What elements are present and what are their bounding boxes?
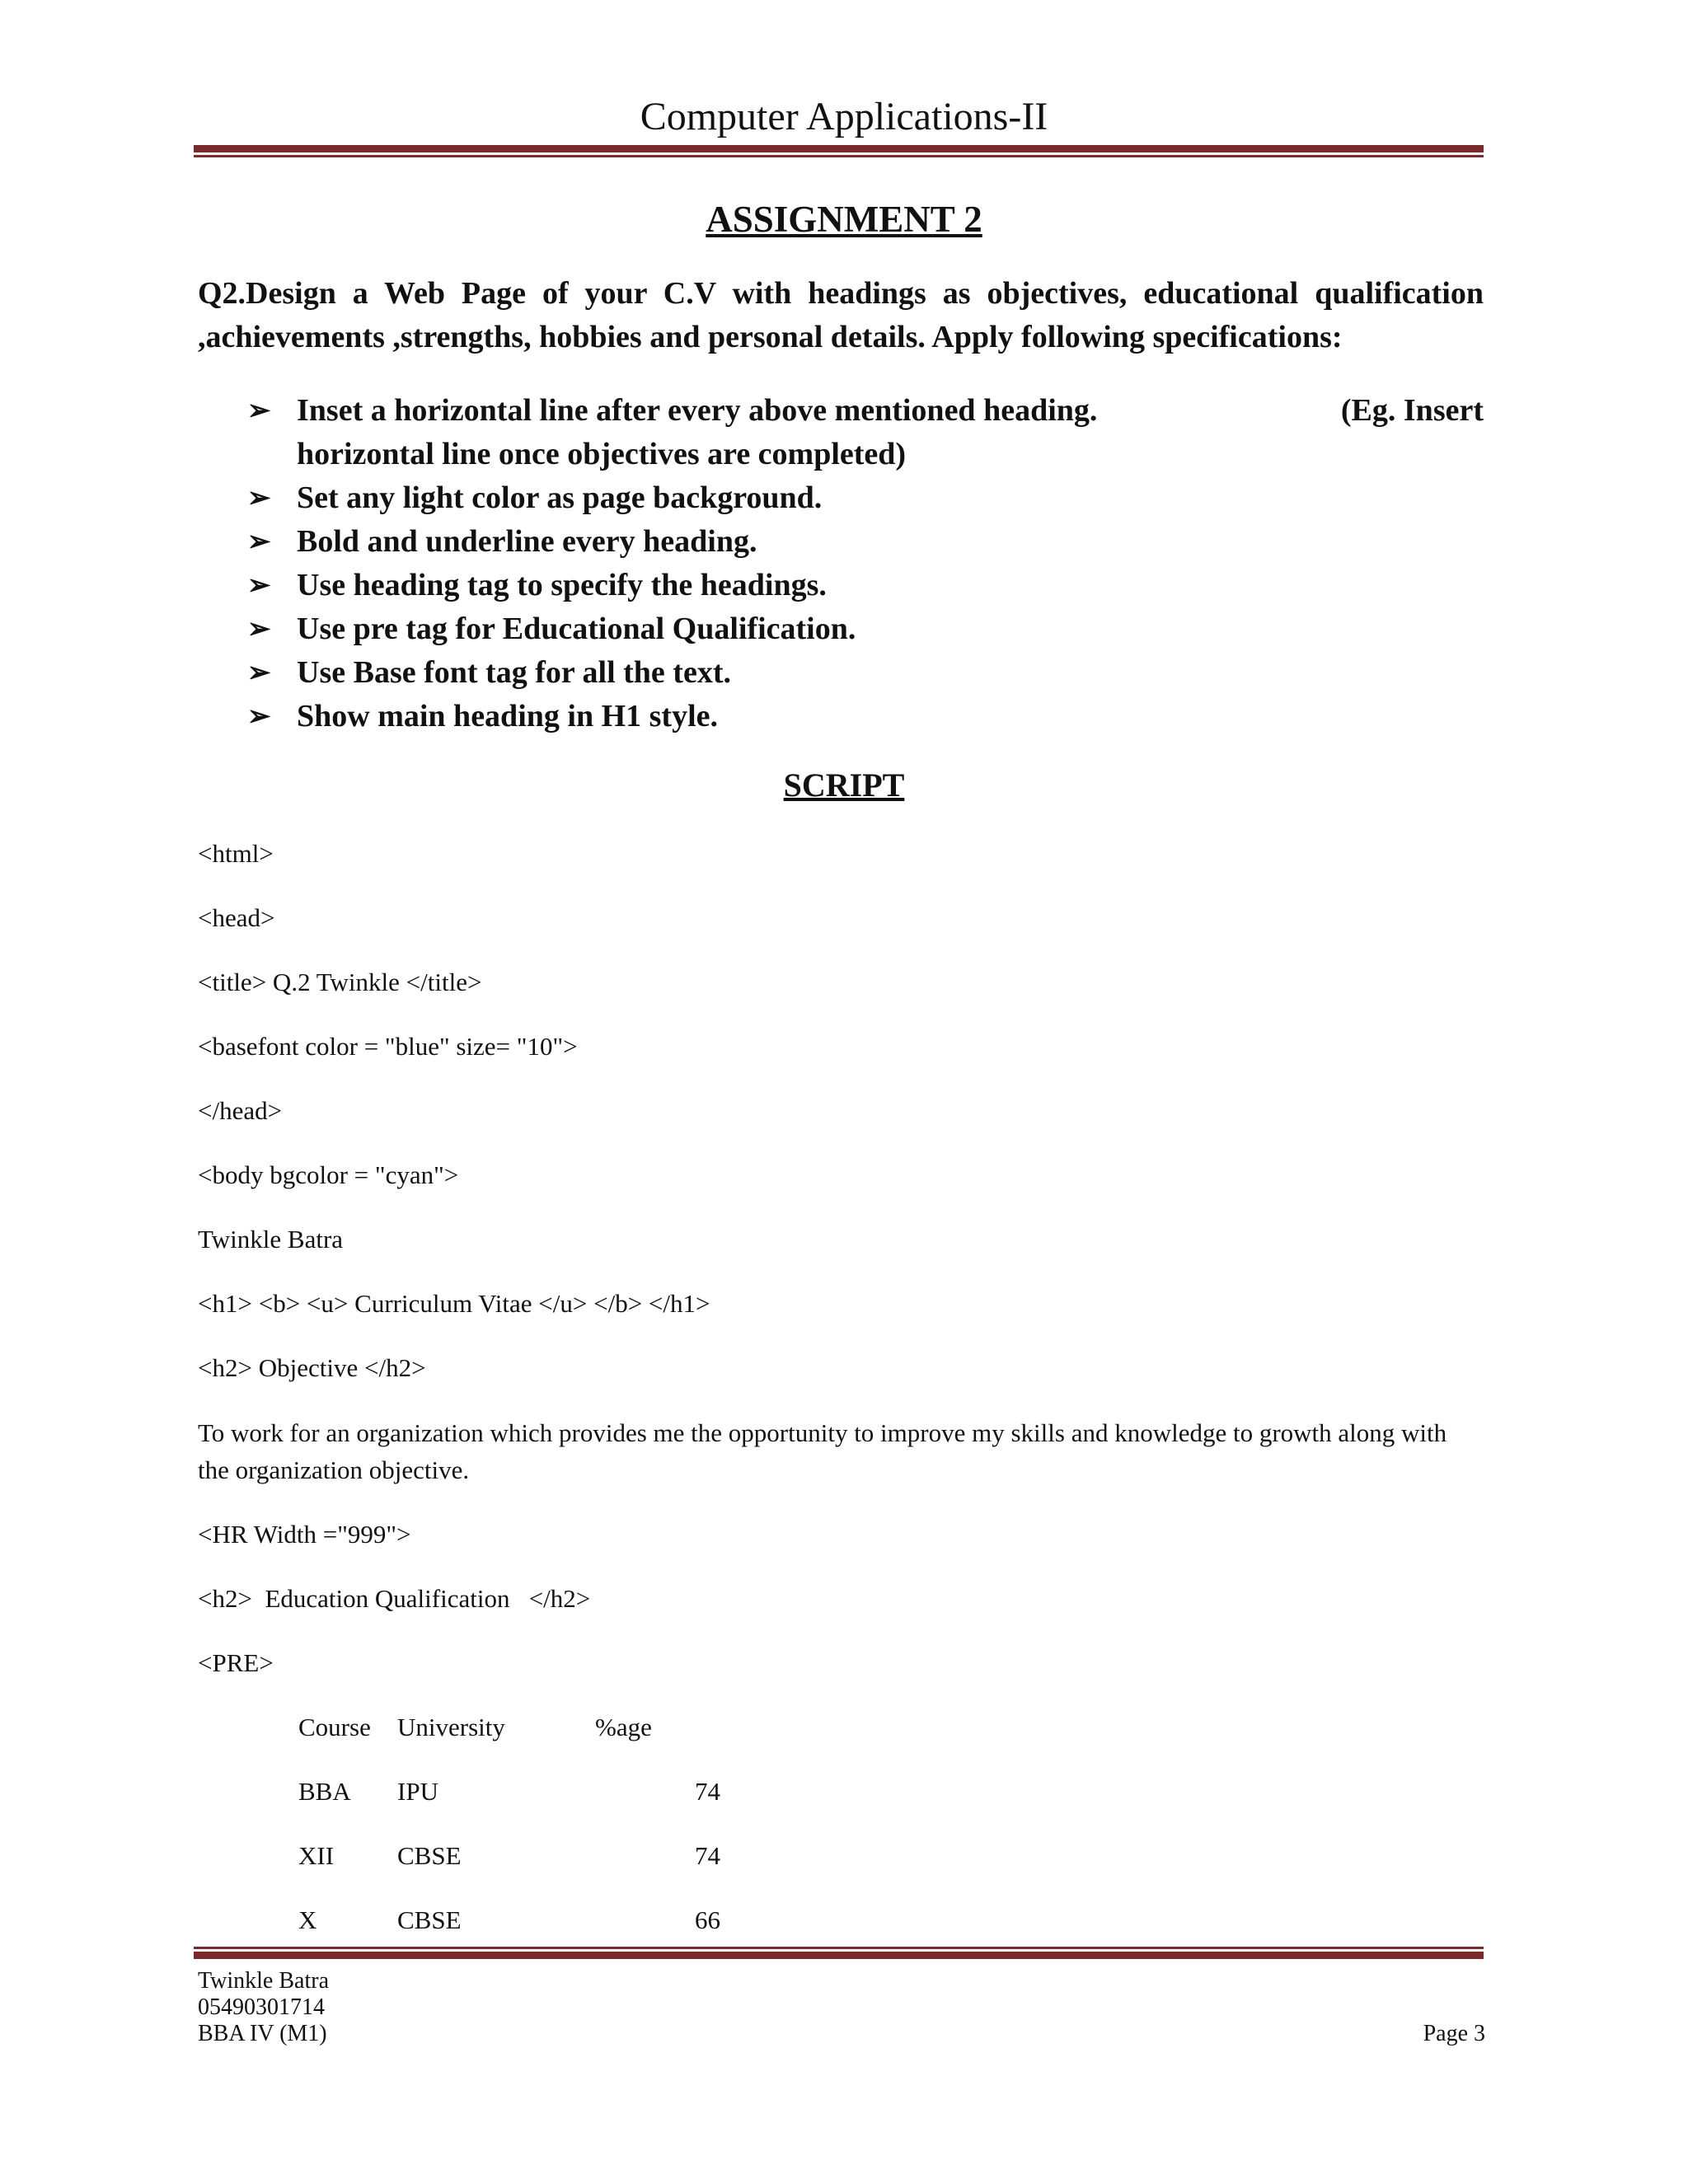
table-cell: 74: [695, 1777, 720, 1806]
table-cell: 66: [695, 1905, 720, 1934]
arrow-bullet-icon: ➢: [247, 396, 271, 426]
table-cell: BBA: [298, 1777, 351, 1806]
footer-divider: [194, 1947, 1484, 1959]
table-cell: 74: [695, 1841, 720, 1870]
arrow-bullet-icon: ➢: [247, 570, 271, 601]
spec-item: [247, 651, 1484, 695]
spec-item-text: Use Base font tag for all the text.: [297, 655, 731, 690]
code-line: <h2> Objective </h2>: [198, 1353, 426, 1382]
specification-list: [247, 389, 1484, 738]
table-cell: XII: [298, 1841, 335, 1870]
question-text: Q2.Design a Web Page of your C.V with headings as objectives, educational qualification ,achievements ,strengths, hobbies and personal details. Apply following specifications:: [198, 276, 1484, 354]
page-number: Page 3: [1423, 2021, 1485, 2046]
spec-item: [247, 564, 1484, 607]
arrow-bullet-icon: ➢: [247, 614, 271, 644]
arrow-bullet-icon: ➢: [247, 527, 271, 557]
code-line: <basefont color = "blue" size= "10">: [198, 1032, 578, 1061]
page-header-title: Computer Applications-II: [640, 95, 1048, 138]
script-title: SCRIPT: [783, 766, 905, 804]
table-cell: CBSE: [397, 1841, 462, 1870]
code-line: </head>: [198, 1096, 283, 1125]
spec-item: [247, 607, 1484, 651]
spec-item-text: Use pre tag for Educational Qualification.: [297, 612, 856, 646]
header-divider: [194, 145, 1484, 157]
spec-item-text: horizontal line once objectives are completed): [297, 437, 907, 471]
assignment-title: ASSIGNMENT 2: [706, 199, 982, 240]
spec-item-text: Show main heading in H1 style.: [297, 699, 718, 733]
spec-item: [247, 389, 1484, 433]
arrow-bullet-icon: ➢: [247, 658, 271, 688]
arrow-bullet-icon: ➢: [247, 483, 271, 513]
spec-item-text: Set any light color as page background.: [297, 480, 823, 515]
code-line: <h2> Education Qualification </h2>: [198, 1584, 591, 1613]
code-line: <HR Width ="999">: [198, 1520, 411, 1549]
code-line: <h1> <b> <u> Curriculum Vitae </u> </b> </h1>: [198, 1289, 710, 1318]
code-line: <head>: [198, 903, 275, 932]
table-cell: CBSE: [397, 1905, 462, 1934]
arrow-bullet-icon: ➢: [247, 701, 271, 732]
table-header-university: University: [397, 1713, 505, 1741]
spec-item: [247, 476, 1484, 520]
spec-item-text: Use heading tag to specify the headings.: [297, 568, 827, 602]
spec-item-note: (Eg. Insert: [1340, 393, 1484, 428]
code-line: <html>: [198, 839, 274, 868]
footer-name: Twinkle Batra: [198, 1968, 329, 1994]
table-header-percentage: %age: [595, 1713, 652, 1741]
table-cell: X: [298, 1905, 317, 1934]
code-line: <PRE>: [198, 1648, 274, 1677]
spec-item-continuation: [247, 433, 1484, 476]
footer-class: BBA IV (M1): [198, 2021, 327, 2046]
spec-item-text: Inset a horizontal line after every above mentioned heading.: [297, 393, 1098, 428]
spec-item-text: Bold and underline every heading.: [297, 524, 757, 559]
code-line: <title> Q.2 Twinkle </title>: [198, 968, 482, 996]
code-line: Twinkle Batra: [198, 1225, 344, 1254]
spec-item: [247, 695, 1484, 738]
footer-info: [198, 1968, 329, 2047]
table-header-course: Course: [298, 1713, 371, 1741]
table-cell: IPU: [397, 1777, 438, 1806]
objective-paragraph: To work for an organization which provides me the opportunity to improve my skills and knowledge to growth along with the organization objective.: [198, 1418, 1447, 1484]
footer-roll-number: 05490301714: [198, 1994, 325, 2020]
code-line: <body bgcolor = "cyan">: [198, 1160, 459, 1189]
spec-item: [247, 520, 1484, 564]
